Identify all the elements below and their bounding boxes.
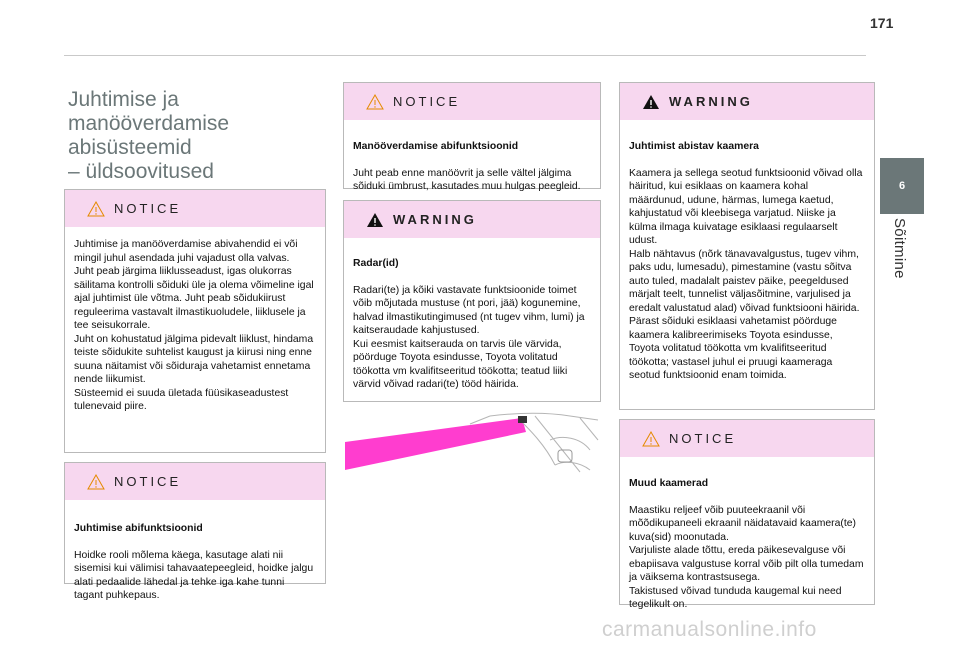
notice-label: NOTICE (669, 431, 737, 446)
warning-subtitle: Juhtimist abistav kaamera (629, 140, 759, 152)
notice-text: Juht peab enne manöövrit ja selle vältel jälgima sõiduki ümbrust, kasutades muu hulgas peegleid. (353, 167, 581, 192)
notice-header (65, 463, 325, 500)
windscreen-camera (518, 416, 527, 423)
notice-box-other-cameras (619, 419, 875, 610)
notice-body (65, 500, 325, 603)
warning-header (344, 201, 600, 238)
warning-outline-icon (366, 94, 384, 110)
warning-outline-icon (87, 201, 105, 217)
chapter-tab (880, 158, 924, 214)
car-outline (470, 413, 598, 472)
warning-outline-icon (87, 474, 105, 490)
notice-label: NOTICE (393, 94, 461, 109)
notice-subtitle: Juhtimise abifunktsioonid (74, 522, 203, 534)
notice-box-general (64, 189, 326, 453)
notice-header (344, 83, 600, 120)
warning-box-radar (343, 200, 601, 402)
notice-subtitle: Manööverdamise abifunktsioonid (353, 140, 519, 152)
notice-label: NOTICE (114, 201, 182, 216)
notice-body (620, 457, 874, 612)
warning-text: Radari(te) ja kõiki vastavate funktsioonide toimet võib mõjutada mustuse (nt pori, jää) kogunemine, halvad ilmastikutingimused (nt tugev vihm, lumi) ja kaitseraudade kahjustused. Kui eesmist kaitserauda on tarvis üle värvida, pöörduge Toyota esindusse, Toyota volitatud töökotta vm kvalifitseeritud töökotta; teatud liiki värvid võivad radari(te) tööd häirida. (353, 284, 585, 390)
camera-beam (345, 418, 526, 470)
warning-outline-icon (642, 431, 660, 447)
warning-subtitle: Radar(id) (353, 257, 399, 269)
top-divider (64, 55, 866, 56)
chapter-title: Sõitmine (891, 218, 908, 279)
warning-box-camera (619, 82, 875, 410)
chapter-number: 6 (898, 180, 906, 192)
notice-header (65, 190, 325, 227)
notice-box-manoeuvring (343, 82, 601, 192)
warning-body (620, 120, 874, 383)
warning-label: WARNING (669, 94, 753, 109)
notice-text: Hoidke rooli mõlema käega, kasutage alati nii sisemisi kui välimisi tahavaatepeegleid, hoidke jalgu alati pedaalide lähedal ja tehke iga kahe tunni tagant puhkepaus. (74, 549, 314, 601)
notice-header (620, 420, 874, 457)
notice-box-driving-aids (64, 462, 326, 601)
notice-subtitle: Muud kaamerad (629, 477, 709, 489)
notice-label: NOTICE (114, 474, 182, 489)
warning-body (344, 238, 600, 392)
notice-text: Maastiku reljeef võib puuteekraanil või mõõdikupaneeli ekraanil näidatavaid kaamera(te) kuva(sid) moonutada. Varjuliste alade tõttu, ereda päikesevalguse või ebapiisava valgustuse korral võib pilt olla tumedam ja väiksema kontrastsusega. Takistused võivad tunduda kaugemal kui need tegelikult on. (629, 504, 864, 610)
warning-filled-icon (366, 212, 384, 228)
section-title: Juhtimise ja manööverdamise abisüsteemid – üldsoovitused (68, 88, 230, 183)
warning-label: WARNING (393, 212, 477, 227)
windscreen-camera-illustration (340, 410, 602, 480)
notice-body: Juhtimise ja manööverdamise abivahendid ei või mingil juhul asendada juhi vajadust olla valvas. Juht peab järgima liiklusseadust, igas olukorras säilitama kontrolli sõiduki üle ja olema võimeline igal ajal juhtimist üle võtma. Juht peab sõidukiirust reguleerima vastavalt ilmastikuoludele, liiklusele ja tee seisukorrale. Juht on kohustatud jälgima pidevalt liiklust, hindama teiste sõidukite suhtelist kaugust ja kiirusi ning enne suuna näitamist või sõiduraja vahetamist ennetama nende liikumist. Süsteemid ei suuda ületada füüsikaseadustest tulenevaid piire. (74, 239, 314, 412)
warning-filled-icon (642, 94, 660, 110)
page-number: 171 (870, 15, 894, 31)
watermark: carmanualsonline.info (602, 618, 817, 641)
warning-header (620, 83, 874, 120)
notice-body (344, 120, 600, 194)
warning-text: Kaamera ja sellega seotud funktsioonid võivad olla häiritud, kui esiklaas on kaamera kohal määrdunud, udune, härmas, lumega kaetud, kahjustatud või kleebisega varjatud. Niiske ja külma ilmaga kuivatage esiklaasi regulaarselt udust. Halb nähtavus (nõrk tänavavalgustus, tugev vihm, paks udu, lumesadu), pimestamine (vastu sõitva auto tuled, madalalt paistev päike, peegeldused märjalt teelt, tunnelist väljasõitmine, varjulised ja eredalt valustatud alad) võivad funktsiooni häirida. Pärast sõiduki esiklaasi vahetamist pöörduge kaamera kalibreerimiseks Toyota esindusse, Toyota volitatud töökotta vm kvalifitseeritud töökotta; vastasel juhul ei pruugi kaameraga seotud funktsioonid enam toimida. (629, 167, 863, 381)
